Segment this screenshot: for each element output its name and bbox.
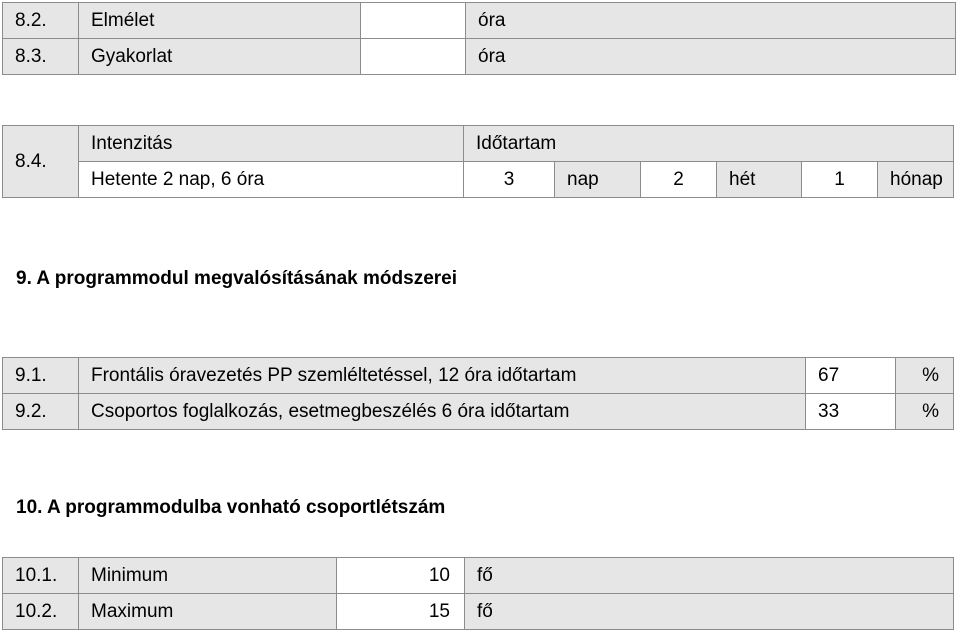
- weeks-unit: hét: [717, 162, 802, 198]
- table-row: [3, 594, 954, 630]
- row-number: 10.2.: [3, 594, 79, 630]
- row-label: Elmélet: [79, 3, 361, 39]
- duration-header: Időtartam: [464, 126, 954, 162]
- row-number: 9.1.: [3, 358, 79, 394]
- intensity-header: Intenzitás: [79, 126, 464, 162]
- row-number: 10.1.: [3, 558, 79, 594]
- row-unit: óra: [466, 3, 956, 39]
- weeks-value: 2: [641, 162, 717, 198]
- row-label: Minimum: [79, 558, 337, 594]
- intensity-value: Hetente 2 nap, 6 óra: [79, 162, 464, 198]
- count-unit: fő: [465, 558, 954, 594]
- hours-value-cell: [361, 39, 466, 75]
- row-label: Csoportos foglalkozás, esetmegbeszélés 6 óra időtartam: [79, 394, 806, 430]
- months-unit: hónap: [878, 162, 954, 198]
- days-value: 3: [464, 162, 555, 198]
- count-value: 10: [337, 558, 465, 594]
- percent-unit: %: [896, 358, 954, 394]
- row-number: 8.4.: [3, 126, 79, 198]
- row-unit: óra: [466, 39, 956, 75]
- table-row: [3, 358, 954, 394]
- table-row: [3, 39, 956, 75]
- hours-table: [2, 2, 956, 75]
- table-row: [3, 162, 954, 198]
- section-10-title: 10. A programmodulba vonható csoportlétszám: [16, 497, 446, 518]
- count-value: 15: [337, 594, 465, 630]
- row-label: Frontális óravezetés PP szemléltetéssel, 12 óra időtartam: [79, 358, 806, 394]
- months-value: 1: [802, 162, 878, 198]
- row-number: 8.3.: [3, 39, 79, 75]
- count-unit: fő: [465, 594, 954, 630]
- group-size-table: [2, 557, 954, 630]
- row-label: Gyakorlat: [79, 39, 361, 75]
- hours-value-cell: [361, 3, 466, 39]
- table-row: [3, 126, 954, 162]
- section-9-title: 9. A programmodul megvalósításának módszerei: [16, 268, 458, 289]
- days-unit: nap: [555, 162, 641, 198]
- methods-table: [2, 357, 954, 430]
- row-label: Maximum: [79, 594, 337, 630]
- percent-unit: %: [896, 394, 954, 430]
- intensity-table: [2, 125, 954, 198]
- percent-value: 67: [806, 358, 896, 394]
- percent-value: 33: [806, 394, 896, 430]
- table-row: [3, 394, 954, 430]
- row-number: 9.2.: [3, 394, 79, 430]
- row-number: 8.2.: [3, 3, 79, 39]
- table-row: [3, 558, 954, 594]
- table-row: [3, 3, 956, 39]
